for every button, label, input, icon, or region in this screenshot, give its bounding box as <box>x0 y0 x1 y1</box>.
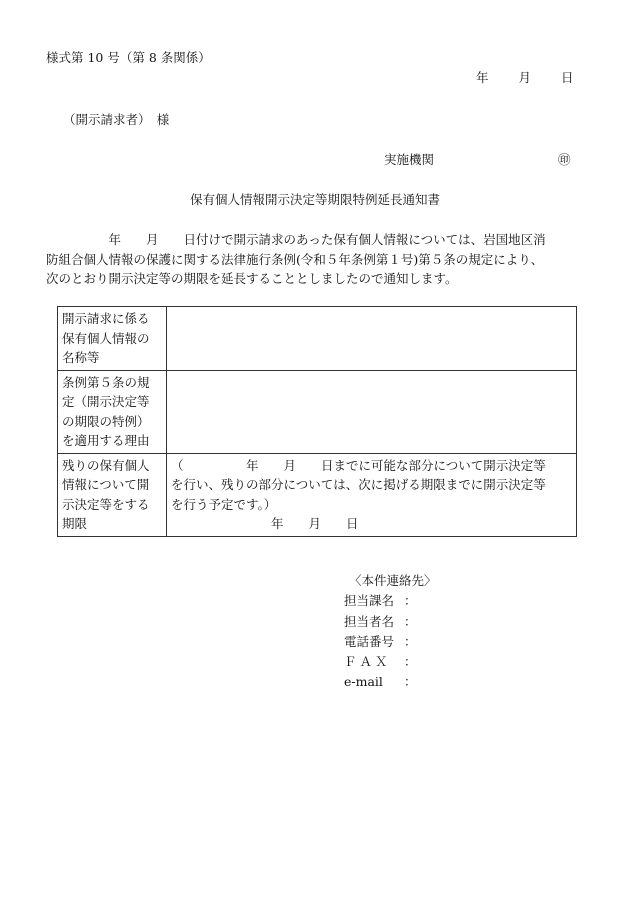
label-line: 期限 <box>62 516 88 531</box>
contact-label: 担当課名 <box>344 593 395 609</box>
row-content <box>167 370 577 453</box>
label-line: 情報について開 <box>62 477 150 492</box>
label-line: 残りの保有個人 <box>62 457 150 473</box>
date-month: 月 <box>518 70 532 85</box>
contact-label: e-mail <box>344 674 383 690</box>
label-line: を適用する理由 <box>62 433 150 448</box>
contact-separator: ： <box>404 593 417 609</box>
content-line: （ 年 月 日までに可能な部分について開示決定等 <box>171 457 546 473</box>
contact-item <box>344 612 437 632</box>
table-row <box>58 453 577 536</box>
contact-item <box>344 591 437 611</box>
body-line-1: 年 月 日付けで開示請求のあった保有個人情報については、岩国地区消 <box>46 232 546 247</box>
addressee: （開示請求者） 様 <box>63 112 170 127</box>
date-year: 年 <box>476 70 489 85</box>
agency-name: 実施機関 <box>384 152 435 167</box>
label-line: 示決定等をする <box>62 496 150 512</box>
content-line: 年 月 日 <box>171 516 359 531</box>
row-label <box>58 453 167 536</box>
contact-separator: ： <box>404 613 417 629</box>
label-line: 開示請求に係る <box>62 311 150 326</box>
label-line: 条例第５条の規 <box>62 374 150 390</box>
contact-separator: ： <box>404 654 417 670</box>
contact-heading: 〈本件連絡先〉 <box>349 573 437 588</box>
seal-mark: ㊞ <box>558 152 571 167</box>
date-day: 日 <box>561 70 574 85</box>
body-line-2: 防組合個人情報の保護に関する法律施行条例(令和５年条例第１号)第５条の規定により、 <box>46 251 544 267</box>
row-label <box>58 370 167 453</box>
label-line: 保有個人情報の <box>62 330 150 346</box>
contact-item <box>344 632 437 652</box>
content-line: を行い、残りの部分については、次に掲げる期限までに開示決定等 <box>171 477 546 492</box>
body-line-3: 次のとおり開示決定等の期限を延長することとしましたので通知します。 <box>46 271 458 286</box>
contact-label: 電話番号 <box>344 633 395 649</box>
contact-item <box>344 672 437 692</box>
label-line: 名称等 <box>62 350 100 365</box>
table-row <box>58 307 577 371</box>
details-table <box>57 306 577 537</box>
row-content <box>167 453 577 536</box>
contact-label: 担当者名 <box>344 613 395 629</box>
contact-separator: ： <box>404 633 417 649</box>
form-number: 様式第 10 号（第 8 条関係） <box>46 50 211 65</box>
contact-separator: ： <box>404 674 417 690</box>
row-label <box>58 307 167 371</box>
contact-item <box>344 652 437 672</box>
label-line: の期限の特例） <box>62 413 150 429</box>
document-title: 保有個人情報開示決定等期限特例延長通知書 <box>189 192 440 207</box>
table-row <box>58 370 577 453</box>
row-content <box>167 307 577 371</box>
label-line: 定（開示決定等 <box>62 394 150 409</box>
content-line: を行う予定です。） <box>171 496 277 512</box>
contact-label: ＦＡＸ <box>344 654 391 670</box>
notice-body <box>46 230 586 289</box>
issue-date <box>476 68 574 86</box>
contact-info <box>344 571 437 693</box>
